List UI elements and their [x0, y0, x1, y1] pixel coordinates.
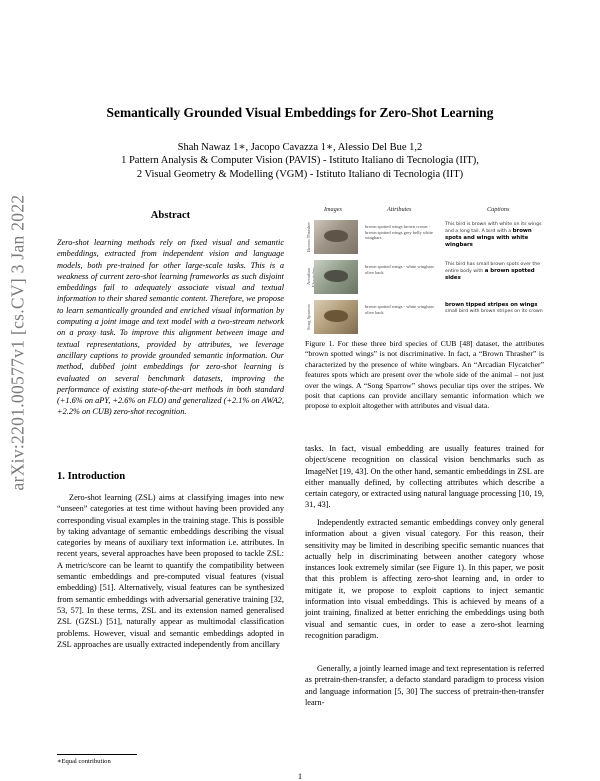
species-label: Arcadian	[306, 268, 311, 286]
figure-1	[305, 206, 544, 334]
bird-photo	[314, 220, 358, 254]
caption-text	[445, 302, 545, 315]
figure-row	[305, 260, 544, 294]
affiliation-2: 2 Visual Geometry & Modelling (VGM) - Istituto Italiano di Tecnologia (IIT)	[136, 168, 464, 180]
figure-header-captions: Captions	[487, 206, 510, 213]
caption-text	[445, 222, 545, 249]
intro-paragraph-2: tasks. In fact, visual embedding are usually features trained for object/scene recognition on classical vision benchmarks such as ImageNet [19, 43]. On the other hand, semantic embeddings in ZSL are either manually defined, by collecting attributes which describe a certain category, or extracted using natural language processing [10, 19, 31, 43].	[305, 444, 544, 510]
caption-highlight: brown tipped stripes on wings	[445, 302, 538, 308]
figure-header-attributes: Attributes	[387, 206, 412, 213]
attribute-text: brown spotted wings · white wingbars olive back	[365, 304, 434, 315]
bird-photo	[314, 300, 358, 334]
caption-highlight: brown spots and wings with white wingbars	[445, 228, 532, 249]
bird-photo	[314, 260, 358, 294]
footnote-rule	[57, 754, 137, 755]
attribute-text: brown spotted wings brown crown · brown spotted wings grey belly white wingbars	[365, 224, 433, 241]
abstract-text: Zero-shot learning methods rely on fixed visual and semantic embeddings, extracted from independent vision and language models, both pre-trained for other large-scale tasks. This is a weakness of current zero-shot learning frameworks as such disjoint embeddings fail to adequately associate visual and textual information to their shared semantic content. Therefore, we propose to learn semantically grounded and enriched visual information by computing a joint image and text model with a two-stream network on a proxy task. To improve this alignment between image and textual representations, provided by attributes, we leverage ancillary captions to provide grounded semantic information. Our method, dubbed joint embeddings for zero-shot learning is evaluated on several benchmark datasets, improving the performance of existing state-of-the-art methods in both standard (+1.6% on aPY, +2.6% on FLO) and generalized (+2.1% on AWA2, +2.2% on CUB) zero-shot recognition.	[57, 238, 284, 417]
author-block	[0, 141, 600, 181]
figure-row	[305, 220, 544, 254]
species-label: Brown Thrasher	[306, 222, 311, 252]
caption-small: This bird has small brown spots over the entire body with	[445, 262, 541, 275]
attribute-text: brown spotted wings · white wingbars olive back	[365, 264, 434, 275]
paper-title: Semantically Grounded Visual Embeddings for Zero-Shot Learning	[106, 105, 494, 120]
caption-small: This bird is brown with white on its wings and a long tail. A bird with a	[445, 222, 542, 235]
footnote: ∗Equal contribution	[57, 758, 111, 765]
abstract-heading: Abstract	[150, 210, 191, 221]
arxiv-identifier: arXiv:2201.00577v1 [cs.CV] 3 Jan 2022	[7, 194, 28, 491]
figure-row	[305, 300, 544, 334]
species-label: Song Sparrow	[306, 303, 311, 331]
caption-highlight: a brown spotted sides	[445, 268, 535, 282]
intro-paragraph-4: Generally, a jointly learned image and text representation is referred as pretrain-then-transfer, a defacto standard paradigm to process vision and language information [5, 30] The success of pretrain-then-transfer learn-	[305, 664, 544, 707]
caption-text	[445, 262, 545, 282]
page-number: 1	[297, 771, 303, 781]
figure-header-images: Images	[324, 206, 342, 213]
caption-small: small bird with brown stripes on its crown	[445, 309, 543, 315]
author-list: Shah Nawaz 1∗, Jacopo Cavazza 1∗, Alessio Del Bue 1,2	[177, 142, 423, 153]
affiliation-1: 1 Pattern Analysis & Computer Vision (PAVIS) - Istituto Italiano di Tecnologia (IIT),	[121, 155, 479, 167]
intro-paragraph-3: Independently extracted semantic embeddings convey only general information about a given visual category. For this reason, their sensitivity may be limited in describing specific semantic nuances that actually help in discriminating between another category whose instances look extremely similar (see Figure 1). In this paper, we posit that this problem is affecting zero-shot learning and, in order to mitigate it, we propose to exploit captions to inject semantic information into visual embeddings. This is achieved by means of a joint training, finalized at better enriching the embeddings using both visual and semantic cues, in order to ease a zero-shot learning recognition paradigm.	[305, 518, 544, 640]
section-heading-introduction: 1. Introduction	[57, 471, 126, 482]
figure-1-caption: Figure 1. For these three bird species of CUB [48] dataset, the attributes “brown spotted wings” is not discriminative. In fact, a “Brown Thrasher” is characterized by the presence of white wingbars. An “Arcadian Flycatcher” features spots which are present over the whole side of the animal – not just over the wings. A “Song Sparrow” shows peculiar tips over the stripes. We posit that captions can provide ancillary semantic information which we propose to exploit altogether with attributes and visual data.	[305, 339, 544, 411]
intro-paragraph-1: Zero-shot learning (ZSL) aims at classifying images into new “unseen” categories at test time without having been provided any corresponding visual examples in the training stage. This is possible by taking advantage of semantic embeddings describing the visual categories by means of auxiliary text information i.e. attributes. In recent years, several approaches have been proposed to tackle ZSL: A metric/score can be learnt to quantify the compatibility between semantic embeddings and pre-computed visual features (visual embedding) [51]. Alternatively, visual features can be synthesized from semantic embeddings with adversarial generative training [32, 53, 57]. In these terms, ZSL and its extension named generalised ZSL (GZSL) [51], naturally appear as multimodal classification problems. However, visual and semantic embeddings adopted in ZSL approaches are usually extracted independently from ancillary	[57, 493, 284, 649]
